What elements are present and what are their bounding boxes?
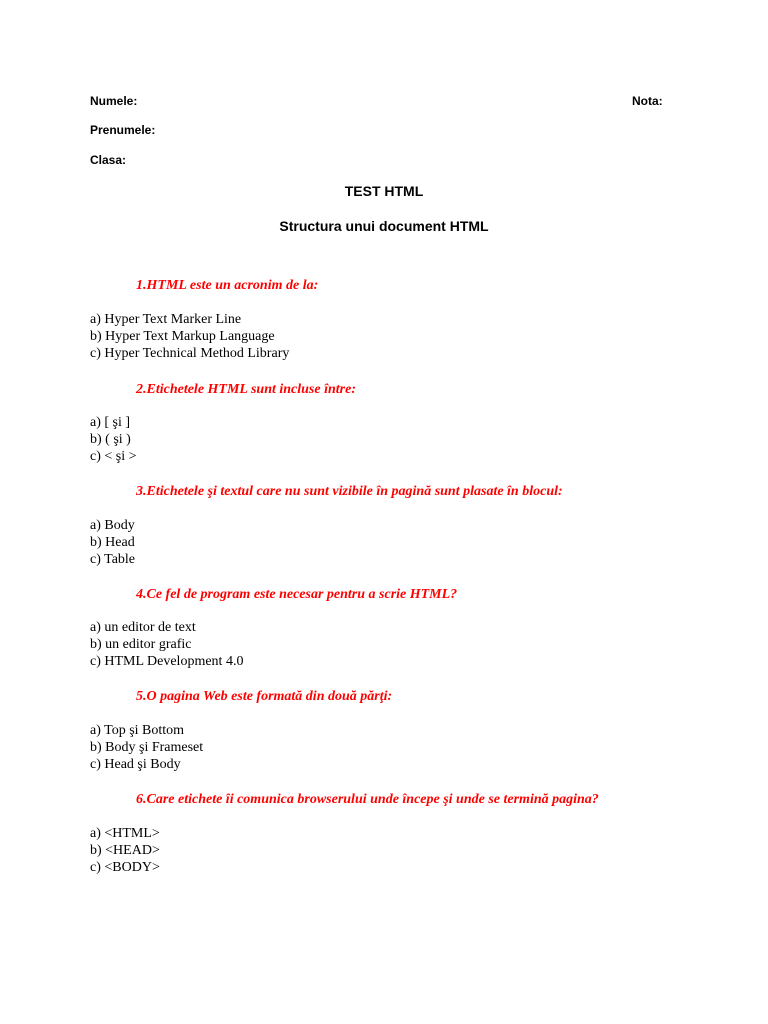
test-subtitle: Structura unui document HTML bbox=[279, 218, 489, 234]
option-a: a) Hyper Text Marker Line bbox=[90, 312, 242, 327]
option-b: b) Body şi Frameset bbox=[90, 740, 204, 755]
question-4-options bbox=[90, 619, 243, 670]
question-5: 5.O pagina Web este formată din două părţi: bbox=[136, 689, 393, 704]
option-b: b) ( şi ) bbox=[90, 432, 131, 447]
option-a: a) un editor de text bbox=[90, 620, 196, 635]
option-b: b) Hyper Text Markup Language bbox=[90, 329, 275, 344]
question-2: 2.Etichetele HTML sunt incluse între: bbox=[136, 382, 356, 397]
option-c: c) Hyper Technical Method Library bbox=[90, 346, 290, 361]
option-c: c) < şi > bbox=[90, 449, 137, 464]
question-2-options bbox=[90, 414, 137, 465]
grade-label: Nota: bbox=[632, 94, 663, 108]
class-label: Clasa: bbox=[90, 153, 127, 167]
option-b: b) un editor grafic bbox=[90, 637, 192, 652]
surname-label: Prenumele: bbox=[90, 123, 156, 137]
question-5-options bbox=[90, 722, 203, 773]
question-1: 1.HTML este un acronim de la: bbox=[136, 278, 319, 293]
option-b: b) Head bbox=[90, 535, 135, 550]
option-c: c) Table bbox=[90, 552, 136, 567]
question-4: 4.Ce fel de program este necesar pentru a scrie HTML? bbox=[136, 587, 458, 602]
option-c: c) HTML Development 4.0 bbox=[90, 654, 244, 669]
option-b: b) <HEAD> bbox=[90, 843, 160, 858]
option-a: a) Top şi Bottom bbox=[90, 723, 185, 738]
question-3-options bbox=[90, 517, 135, 568]
test-title: TEST HTML bbox=[344, 183, 424, 199]
option-c: c) Head şi Body bbox=[90, 757, 181, 772]
option-a: a) <HTML> bbox=[90, 826, 160, 841]
name-label: Numele: bbox=[90, 94, 138, 108]
question-6: 6.Care etichete îi comunica browserului unde începe şi unde se termină pagina? bbox=[136, 792, 599, 807]
option-a: a) Body bbox=[90, 518, 135, 533]
question-3: 3.Etichetele şi textul care nu sunt vizibile în pagină sunt plasate în blocul: bbox=[136, 484, 563, 499]
option-c: c) <BODY> bbox=[90, 860, 160, 875]
question-6-options bbox=[90, 825, 160, 876]
option-a: a) [ şi ] bbox=[90, 415, 131, 430]
question-1-options bbox=[90, 311, 289, 362]
